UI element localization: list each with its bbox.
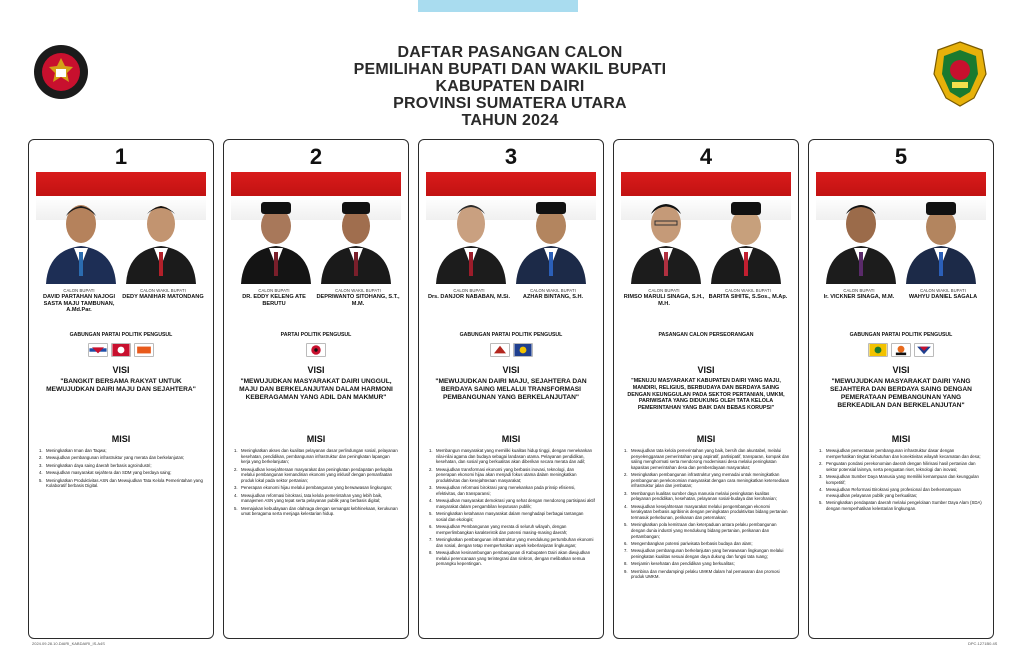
visi-heading: VISI bbox=[892, 365, 910, 375]
misi-item: 5. Memajukan kebudayaan dan olahraga dengan semangat kebhinekaan, kerukunan umat beragama serta menjaga kelestarian hidup. bbox=[234, 505, 398, 517]
misi-item: 1. Meningkatkan akses dan kualitas pelayanan dasar perlindungan sosial, pelayanan kesehatan, pendidikan, pembangunan infrastruktur dan peningkatan lapangan kerja yang berkelanjutan; bbox=[234, 448, 398, 465]
visi-text: "MEWUJUDKAN MASYARAKAT DAIRI UNGGUL, MAJU DAN BERKELANJUTAN DALAM HARMONI KEBERAGAMAN YANG ADIL DAN MAKMUR" bbox=[239, 378, 393, 401]
candidate-names bbox=[224, 284, 408, 332]
role-label: CALON WAKIL BUPATI bbox=[140, 288, 186, 293]
misi-item: 4. Mewujudkan masyarakat demokrasi yang sehat dengan mendorong partisipasi aktif masyarakat dalam pengambilan keputusan publik; bbox=[429, 498, 595, 509]
wakil-bupati-photo bbox=[120, 184, 202, 284]
header-line-3: KABUPATEN DAIRI bbox=[435, 78, 585, 95]
misi-item: 2. Mewujudkan transformasi ekonomi yang berbasis inovasi, teknologi, dan penerapan ekonomi hijau akan menjadi fokus utama dalam meningkatkan produktivitas dan kesejahteraan masyarakat; bbox=[429, 466, 577, 483]
visi-text: "MEWUJUDKAN DAIRI MAJU, SEJAHTERA DAN BERDAYA SAING MELALUI TRANSFORMASI PEMBANGUNAN YANG BERKELANJUTAN" bbox=[435, 378, 587, 401]
wakil-bupati-name: DEDY MANIHAR MATONDANG bbox=[122, 294, 204, 300]
party-logo-icon bbox=[88, 343, 108, 357]
misi-item: 1. Mewujudkan pemerataan pembangunan infrastruktur dasar dengan memperhatikan tingkat kebutuhan dan konektivitas wilayah kecamatan dan desa; bbox=[819, 448, 981, 459]
misi-item: 7. Meningkatkan pembangunan infrastruktur yang mendukung pertumbuhan ekonomi dan sosial, dengan tetap memperhatikan aspek keberlanjutan lingkungan; bbox=[429, 537, 594, 548]
header-line-1: DAFTAR PASANGAN CALON bbox=[397, 44, 623, 61]
candidate-names bbox=[29, 284, 213, 332]
party-label: PASANGAN CALON PERSEORANGAN bbox=[658, 332, 754, 338]
footer-code-right: DPC.1271B0.4S bbox=[968, 641, 998, 646]
candidate-panel-4 bbox=[613, 139, 799, 639]
candidate-panels bbox=[28, 139, 998, 639]
bupati-photo bbox=[430, 184, 512, 284]
candidate-photo bbox=[231, 172, 401, 284]
misi-item: 9. Membina dan mendampingi pelaku UMKM dalam hal pemasaran dan promosi produk UMKM. bbox=[624, 568, 780, 580]
role-label: CALON BUPATI bbox=[63, 288, 95, 293]
misi-list bbox=[224, 446, 408, 517]
misi-heading: MISI bbox=[501, 434, 521, 444]
party-logos bbox=[419, 343, 603, 361]
candidate-photo bbox=[36, 172, 206, 284]
candidate-names bbox=[809, 284, 993, 332]
role-label: CALON WAKIL BUPATI bbox=[335, 288, 381, 293]
candidate-number: 3 bbox=[504, 144, 518, 169]
wakil-bupati-name: BARITA SIHITE, S.Sos., M.Ap. bbox=[708, 294, 788, 300]
visi-heading: VISI bbox=[697, 365, 715, 375]
party-logo-icon bbox=[490, 343, 510, 357]
wakil-bupati-name: DEPRIWANTO SITOHANG, S.T., M.M. bbox=[316, 294, 400, 307]
party-logo-icon bbox=[306, 343, 326, 357]
footer-code-left: 2024.09.28.10.DAIRI_KABDAIRI_IS.A4S bbox=[32, 641, 105, 646]
wakil-bupati-photo bbox=[315, 184, 397, 284]
visi-text: "BANGKIT BERSAMA RAKYAT UNTUK MEWUJUDKAN DAIRI MAJU DAN SEJAHTERA" bbox=[46, 378, 196, 393]
party-logo-icon bbox=[513, 343, 533, 357]
candidate-photo bbox=[426, 172, 596, 284]
candidate-photo bbox=[621, 172, 791, 284]
candidate-number: 2 bbox=[309, 144, 323, 169]
party-label: GABUNGAN PARTAI POLITIK PENGUSUL bbox=[459, 332, 563, 338]
role-label: CALON WAKIL BUPATI bbox=[920, 288, 966, 293]
misi-item: 2. Mewujudkan kesejahteraan masyarakat dan peningkatan pendapatan perkapita melalui pembangunan kemandirian ekonomi yang inklusif dengan pemanfaatan produk lokal pada sektor pertanian; bbox=[234, 466, 393, 483]
misi-item: 5. Meningkatkan ketahanan masyarakat dalam menghadapi berbagai tantangan sosial dan ekologis; bbox=[429, 511, 584, 522]
bupati-photo bbox=[625, 184, 707, 284]
kabupaten-dairi-emblem-icon bbox=[930, 40, 990, 108]
misi-item: 6. Mewujudkan Pembangunan yang merata di seluruh wilayah, dengan memperlimbangkan karakteristik dan potensi masing-masing daerah; bbox=[429, 524, 568, 535]
bupati-photo bbox=[40, 184, 122, 284]
bupati-photo bbox=[820, 184, 902, 284]
misi-list bbox=[419, 446, 603, 567]
wakil-bupati-photo bbox=[705, 184, 787, 284]
bupati-name: DR. EDDY KELENG ATE BERUTU bbox=[242, 294, 306, 307]
misi-item: 1. Meningkatkan Iman dan Taqwa; bbox=[39, 448, 107, 453]
misi-heading: MISI bbox=[111, 434, 131, 444]
role-label: CALON WAKIL BUPATI bbox=[530, 288, 576, 293]
misi-heading: MISI bbox=[306, 434, 326, 444]
bupati-photo bbox=[235, 184, 317, 284]
wakil-bupati-name: AZHAR BINTANG, S.H. bbox=[522, 294, 584, 300]
kpu-logo-icon bbox=[32, 40, 90, 108]
party-label: GABUNGAN PARTAI POLITIK PENGUSUL bbox=[849, 332, 953, 338]
party-label: GABUNGAN PARTAI POLITIK PENGUSUL bbox=[69, 332, 173, 338]
candidate-photo bbox=[816, 172, 986, 284]
misi-heading: MISI bbox=[891, 434, 911, 444]
candidate-names bbox=[419, 284, 603, 332]
top-color-strip bbox=[418, 0, 578, 12]
role-label: CALON WAKIL BUPATI bbox=[725, 288, 771, 293]
misi-item: 1. Membangun masyarakat yang memiliki kualitas hidup tinggi, dengan menekankan nilai-nilai agama dan budaya sebagai landasan utama. Pelayanan pendidikan, kesehatan, dan sosial yang berkualitas akan diberikan secara merata dan adil; bbox=[429, 448, 592, 465]
misi-item: 3. Mewujudkan Sumber Daya Manusia yang memiliki kemampuan dan keunggulan kompetitif; bbox=[819, 473, 979, 485]
wakil-bupati-photo bbox=[510, 184, 592, 284]
visi-heading: VISI bbox=[112, 365, 130, 375]
misi-item: 3. Membangun kualitas sumber daya manusia melalui peningkatan kualitas pelayanan pendidikan, kesehatan, pelayanan sosial-budaya dan kerohanian; bbox=[624, 490, 777, 502]
wakil-bupati-name: WAHYU DANIEL SAGALA bbox=[908, 294, 978, 300]
party-logos bbox=[809, 343, 993, 361]
bupati-name: Drs. DANJOR NABABAN, M.Si. bbox=[427, 294, 511, 300]
misi-item: 4. Mewujudkan reformasi birokrasi, tata kelola pemerintahan yang lebih baik, manajemen ASN yang tepat serta pelayanan publik yang berbasis digital; bbox=[234, 492, 383, 504]
misi-item: 3. Meningkatkan daya saing daerah berbasis agroindustri; bbox=[39, 462, 152, 468]
candidate-number: 4 bbox=[699, 144, 713, 169]
misi-item: 5. Meningkatkan pendapatan daerah melalui pengelolaan Sumber Daya Alam (SDA) dengan memperhatikan kelestarian lingkungan. bbox=[819, 499, 982, 511]
header-line-5: TAHUN 2024 bbox=[461, 112, 559, 129]
party-logos bbox=[614, 343, 798, 361]
wakil-bupati-photo bbox=[900, 184, 982, 284]
visi-text: "MENUJU MASYARAKAT KABUPATEN DAIRI YANG MAJU, MANDIRI, RELIGIUS, BERBUDAYA DAN BERDAYA SAING DENGAN KEUNGGULAN PADA SEKTOR PERTANIAN, UMKM, PARIWISATA YANG DIDUKUNG OLEH TATA KELOLA PEMERINTAHAN YANG BAIK DAN BEBAS KORUPSI" bbox=[627, 378, 785, 412]
misi-item: 4. Mewujudkan Reformasi Birokrasi yang profesional dan berkemampuan mewujudkan pelayanan publik yang berkualitas; bbox=[819, 486, 961, 498]
party-label: PARTAI POLITIK PENGUSUL bbox=[280, 332, 352, 338]
party-logo-icon bbox=[111, 343, 131, 357]
misi-list bbox=[809, 446, 993, 511]
misi-item: 1. Mewujudkan tata kelola pemerintahan yang baik, bersih dan akuntabel, melalui penyelenggaraan pemerintahan yang aspiratif, partisipatif, transparan, kompak dan saling menghormati serta mendorong modernisasi desa melalui peningkatan kapasitas pemerintahan desa dan pemberdayaan masyarakat; bbox=[624, 448, 790, 470]
candidate-panel-1 bbox=[28, 139, 214, 639]
misi-item: 5. Meningkatkan Produktivitas ASN dan Mewujudkan Tata Kelola Pemerintahan yang Kolaboratif berbasis Digital. bbox=[39, 477, 203, 489]
misi-item: 8. Mewujudkan kesinambungan pembangunan di Kabupaten Dairi akan diwujudkan melalui perencanaan yang terintegrasi dan sinkron, dengan melibatkan semua pemangku kepentingan. bbox=[429, 550, 591, 567]
misi-item: 2. Penguatan pondasi perekonomian daerah dengan hilirisasi hasil pertanian dan sektor potensial lainnya, serta penguatan riset, teknologi dan inovasi; bbox=[819, 460, 976, 472]
misi-item: 3. Mewujudkan reformasi birokrasi yang menekankan pada prinsip efisiensi, efektivitas, dan transparansi; bbox=[429, 485, 576, 496]
misi-item: 4. Mewujudkan masyarakat sejahtera dan SDM yang berdaya saing; bbox=[39, 470, 172, 476]
misi-item: 6. Mengembangkan potensi pariwisata berbasis budaya dan alam; bbox=[624, 540, 753, 546]
misi-item: 7. Mewujudkan pembangunan berkelanjutan yang berwawasan lingkungan melalui peningkatan kualitas sesuai dengan daya dukung dan fungsi tata ruang; bbox=[624, 548, 784, 559]
party-logo-icon bbox=[134, 343, 154, 357]
party-logo-icon bbox=[891, 343, 911, 357]
party-logo-icon bbox=[914, 343, 934, 357]
candidate-panel-3 bbox=[418, 139, 604, 639]
misi-item: 5. Meningkatkan pola kemitraan dan keterpaduan antara pelaku pembangunan dengan dunia industri yang mendukung bidang pertanian, perikanan dan pertambangan; bbox=[624, 522, 777, 539]
bupati-name: Ir. VICKNER SINAGA, M.M. bbox=[823, 294, 895, 300]
party-logo-icon bbox=[868, 343, 888, 357]
candidate-names bbox=[614, 284, 798, 332]
page-header bbox=[260, 44, 760, 129]
header-line-4: PROVINSI SUMATERA UTARA bbox=[393, 95, 627, 112]
party-logos bbox=[224, 343, 408, 361]
visi-heading: VISI bbox=[307, 365, 325, 375]
bupati-name: DAVID PARTAHAN NAJOGI SASTA MAJU TAMBUNAN, A.Md.Par. bbox=[42, 294, 116, 313]
party-logos bbox=[29, 343, 213, 361]
misi-item: 8. Menjamin kesehatan dan pendidikan yang berkualitas; bbox=[624, 561, 735, 567]
role-label: CALON BUPATI bbox=[258, 288, 290, 293]
candidate-panel-5 bbox=[808, 139, 994, 639]
role-label: CALON BUPATI bbox=[648, 288, 680, 293]
misi-heading: MISI bbox=[696, 434, 716, 444]
misi-list bbox=[614, 446, 798, 580]
role-label: CALON BUPATI bbox=[843, 288, 875, 293]
misi-item: 2. Mewujudkan pembangunan infrastruktur yang merata dan berkelanjutan; bbox=[39, 455, 185, 461]
misi-item: 2. Meningkatkan pembangunan infrastruktur yang memadai untuk meningkatkan pembangunan perekonomian masyarakat dengan cara meningkatkan ketersediaan infrastruktur jalan dan jembatan; bbox=[624, 472, 790, 489]
misi-item: 4. Mewujudkan kesejahteraan masyarakat melalui pengembangan ekonomi kerakyatan berbasis agribisnis dengan peningkatan produktivitas bidang pertanian termasuk perkebunan, perikanan dan peternakan; bbox=[624, 503, 788, 520]
visi-heading: VISI bbox=[502, 365, 520, 375]
candidate-number: 1 bbox=[114, 144, 128, 169]
candidate-panel-2 bbox=[223, 139, 409, 639]
misi-list bbox=[29, 446, 213, 489]
visi-text: "MEWUJUDKAN MASYARAKAT DAIRI YANG SEJAHTERA DAN BERDAYA SAING DENGAN PEMERATAAN PEMBANGUNAN YANG BERKEADILAN DAN BERKELANJUTAN" bbox=[830, 378, 972, 409]
misi-item: 3. Penerapan ekonomi hijau melalui pembangunan yang berwawasan lingkungan; bbox=[234, 485, 393, 491]
candidate-number: 5 bbox=[894, 144, 908, 169]
header-line-2: PEMILIHAN BUPATI DAN WAKIL BUPATI bbox=[353, 61, 667, 78]
role-label: CALON BUPATI bbox=[453, 288, 485, 293]
bupati-name: RIMSO MARULI SINAGA, S.H., M.H. bbox=[623, 294, 705, 307]
